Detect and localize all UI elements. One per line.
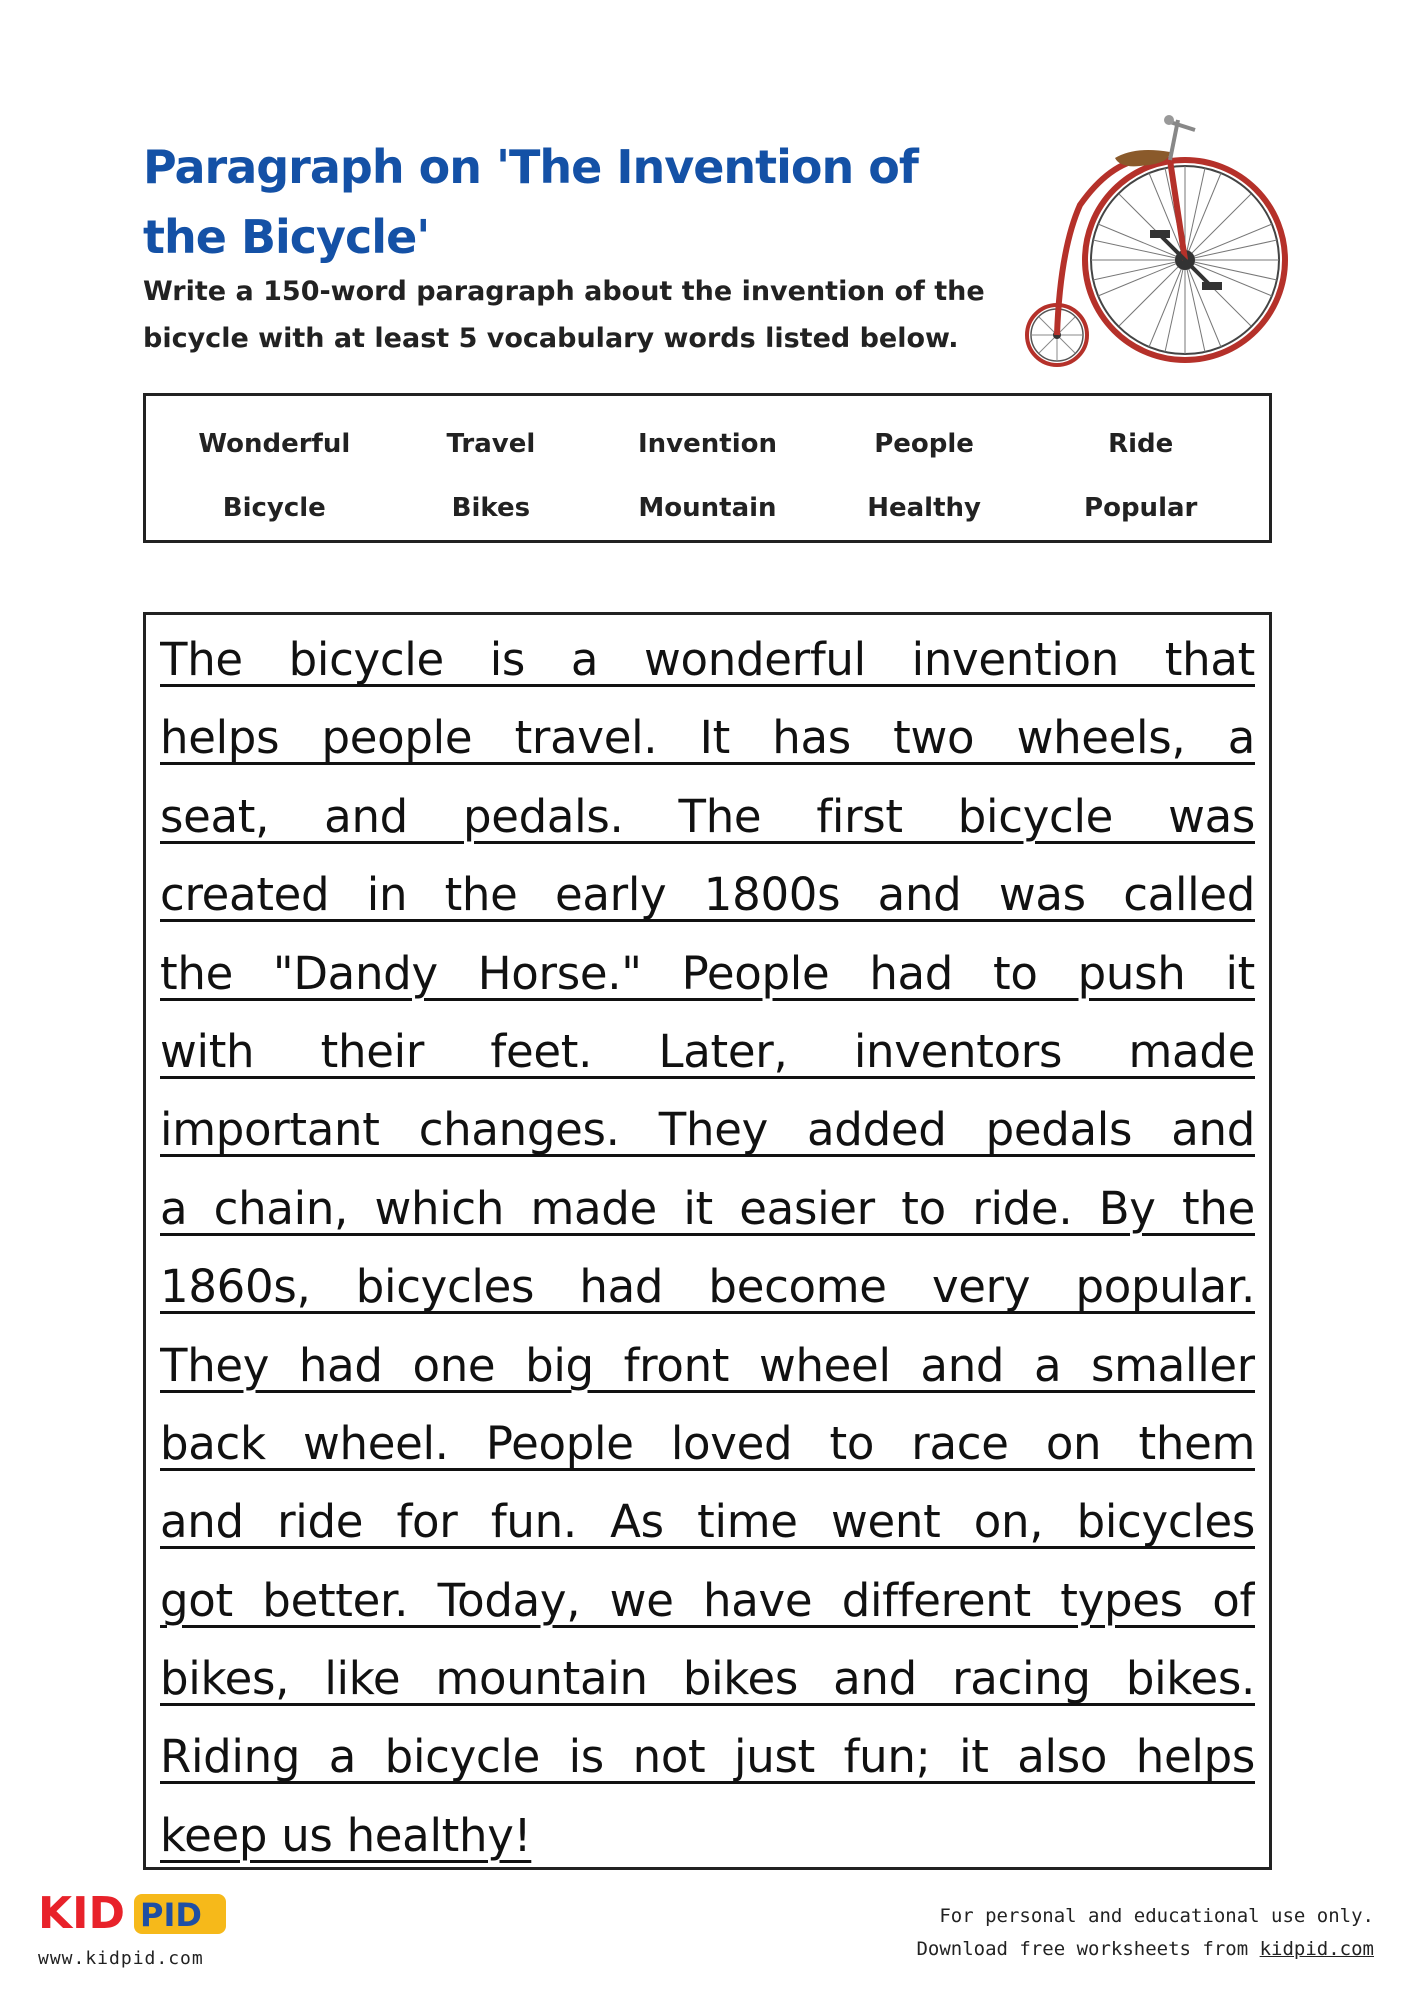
paragraph-line: seat, and pedals. The first bicycle was <box>160 789 1255 843</box>
paragraph-line: got better. Today, we have different types of <box>160 1573 1255 1627</box>
paragraph-line: 1860s, bicycles had become very popular. <box>160 1260 1255 1314</box>
kidpid-logo <box>38 1888 228 1938</box>
paragraph-line: the "Dandy Horse." People had to push it <box>160 946 1255 1000</box>
logo-url: www.kidpid.com <box>38 1948 204 1969</box>
paragraph-line: with their feet. Later, inventors made <box>160 1024 1255 1078</box>
vocab-word: Travel <box>446 429 536 459</box>
vocab-word: People <box>874 429 974 459</box>
paragraph-box <box>143 612 1272 1870</box>
worksheet-title: Paragraph on 'The Invention of the Bicycle' <box>143 140 918 264</box>
footer-link[interactable]: kidpid.com <box>1259 1938 1374 1960</box>
paragraph-line: created in the early 1800s and was called <box>160 868 1255 922</box>
penny-farthing-bicycle-icon <box>1020 110 1290 375</box>
paragraph-line: important changes. They added pedals and <box>160 1103 1255 1157</box>
svg-text:PID: PID <box>140 1896 202 1934</box>
vocab-word: Wonderful <box>198 429 351 459</box>
vocab-word: Popular <box>1084 493 1198 523</box>
paragraph-line: The bicycle is a wonderful invention that <box>160 633 1255 686</box>
footer-usage-note: For personal and educational use only. <box>939 1905 1374 1927</box>
vocabulary-grid <box>146 396 1269 540</box>
paragraph-line: They had one big front wheel and a smaller <box>160 1338 1255 1392</box>
footer-download-text: Download free worksheets from <box>916 1938 1260 1960</box>
footer-download-line <box>916 1933 1374 1966</box>
vocabulary-box <box>143 393 1272 543</box>
paragraph-text <box>146 615 1269 1875</box>
vocab-word: Ride <box>1108 429 1174 459</box>
paragraph-line: and ride for fun. As time went on, bicycles <box>160 1495 1255 1549</box>
paragraph-line: helps people travel. It has two wheels, a <box>160 711 1255 765</box>
paragraph-line: keep us healthy! <box>160 1808 532 1862</box>
footer <box>916 1900 1374 1966</box>
vocab-word: Bicycle <box>222 493 326 523</box>
svg-text:KID: KID <box>38 1888 125 1938</box>
vocab-word: Invention <box>637 429 777 459</box>
paragraph-line: back wheel. People loved to race on them <box>160 1416 1255 1470</box>
instruction-text: Write a 150-word paragraph about the invention of the bicycle with at least 5 vocabulary words listed below. <box>143 276 985 354</box>
vocab-word: Healthy <box>867 493 981 523</box>
paragraph-line: bikes, like mountain bikes and racing bikes. <box>160 1652 1255 1706</box>
paragraph-line: a chain, which made it easier to ride. By the <box>160 1181 1255 1235</box>
vocab-word: Bikes <box>451 493 531 523</box>
vocab-word: Mountain <box>638 493 777 523</box>
paragraph-line: Riding a bicycle is not just fun; it also helps <box>160 1730 1255 1784</box>
